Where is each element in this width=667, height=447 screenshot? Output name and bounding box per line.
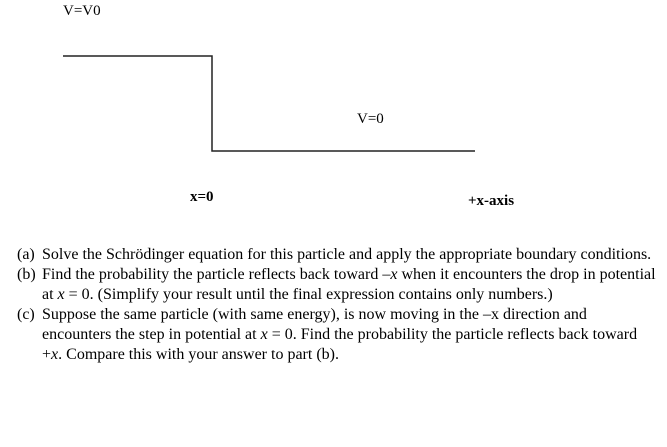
left-potential-label: V=V0 <box>63 3 101 19</box>
variable-x: x <box>51 346 59 363</box>
question-text-part: . Compare this with your answer to part (b). <box>58 346 339 363</box>
question-text-part: = 0. (Simplify your result until the final expression contains only numbers.) <box>64 286 553 303</box>
right-potential-label: V=0 <box>357 111 384 127</box>
variable-x: x <box>260 326 268 343</box>
question-text-part: when it encounters the drop in potential at <box>42 266 656 303</box>
question-label: (c) <box>17 306 35 323</box>
question-text-part: Find the probability the particle reflects back toward – <box>42 266 391 283</box>
question-text <box>42 306 637 363</box>
variable-x: x <box>57 286 65 303</box>
question-item <box>17 245 657 265</box>
question-item <box>17 265 657 305</box>
question-label: (b) <box>17 266 36 283</box>
step-position-label: x=0 <box>190 189 214 205</box>
potential-step-line <box>63 56 475 151</box>
question-text-part: Suppose the same particle (with same energy), is now moving in the –x direction and encounters the step in potential at <box>42 306 587 343</box>
question-text: Solve the Schrödinger equation for this particle and apply the appropriate boundary conditions. <box>42 246 652 263</box>
variable-x: x <box>390 266 398 283</box>
question-text <box>42 266 656 303</box>
x-axis-label: +x-axis <box>468 193 515 209</box>
question-list <box>17 245 657 365</box>
question-text-part: = 0. Find the probability the particle reflects back toward + <box>42 326 638 363</box>
question-label: (a) <box>17 246 35 263</box>
question-item <box>17 305 657 365</box>
